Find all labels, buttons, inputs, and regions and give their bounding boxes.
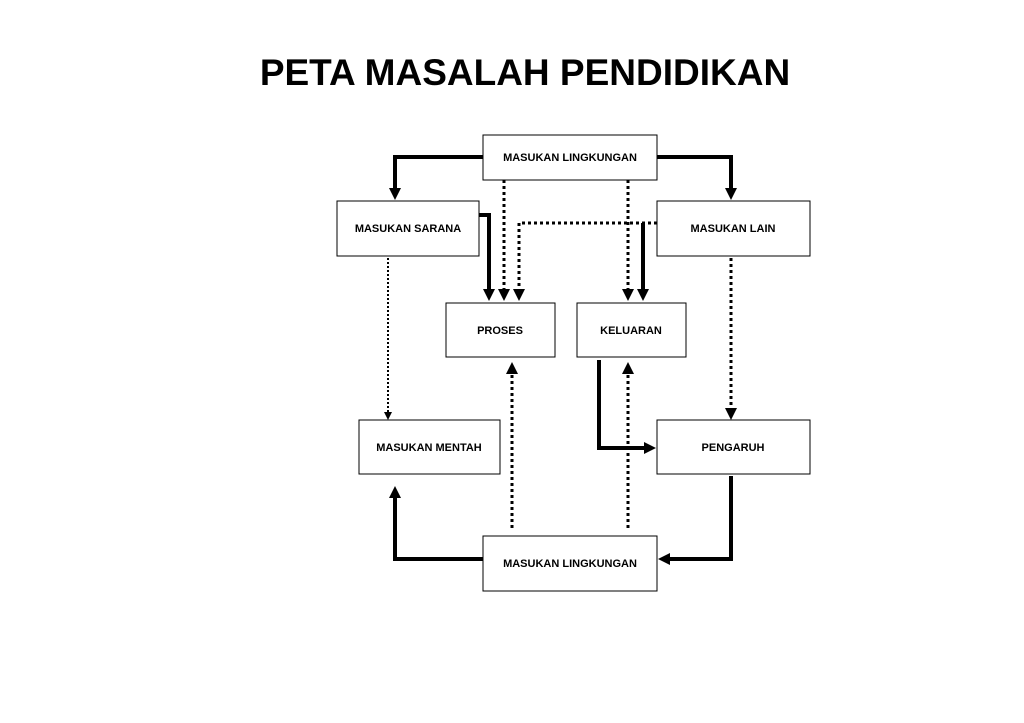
node-label: PENGARUH — [701, 442, 765, 454]
node-label: MASUKAN LAIN — [690, 223, 776, 235]
node-masukan-lain — [657, 201, 810, 256]
edge-sarana-to-proses — [479, 215, 489, 295]
node-pengaruh — [657, 420, 810, 474]
edge-lingkungan-to-sarana — [395, 157, 483, 194]
node-label: KELUARAN — [600, 325, 662, 337]
node-label: MASUKAN LINGKUNGAN — [503, 558, 637, 570]
page-title: PETA MASALAH PENDIDIKAN — [259, 52, 791, 93]
node-label: MASUKAN MENTAH — [376, 442, 482, 454]
node-masukan-sarana — [337, 201, 479, 256]
edge-keluaran-to-pengaruh — [599, 360, 650, 448]
node-masukan-mentah — [359, 420, 500, 474]
node-label: MASUKAN SARANA — [354, 223, 462, 235]
node-masukan-lingkungan-bottom — [483, 536, 657, 591]
edge-lingkungan-bottom-to-mentah — [395, 492, 483, 559]
edge-pengaruh-to-lingkungan-bottom — [664, 476, 731, 559]
node-proses — [446, 303, 555, 357]
node-label: MASUKAN LINGKUNGAN — [503, 152, 637, 164]
node-masukan-lingkungan-top — [483, 135, 657, 180]
node-label: PROSES — [477, 325, 523, 337]
edge-lingkungan-to-lain — [657, 157, 731, 194]
node-keluaran — [577, 303, 686, 357]
edge-lain-to-proses — [519, 223, 657, 295]
